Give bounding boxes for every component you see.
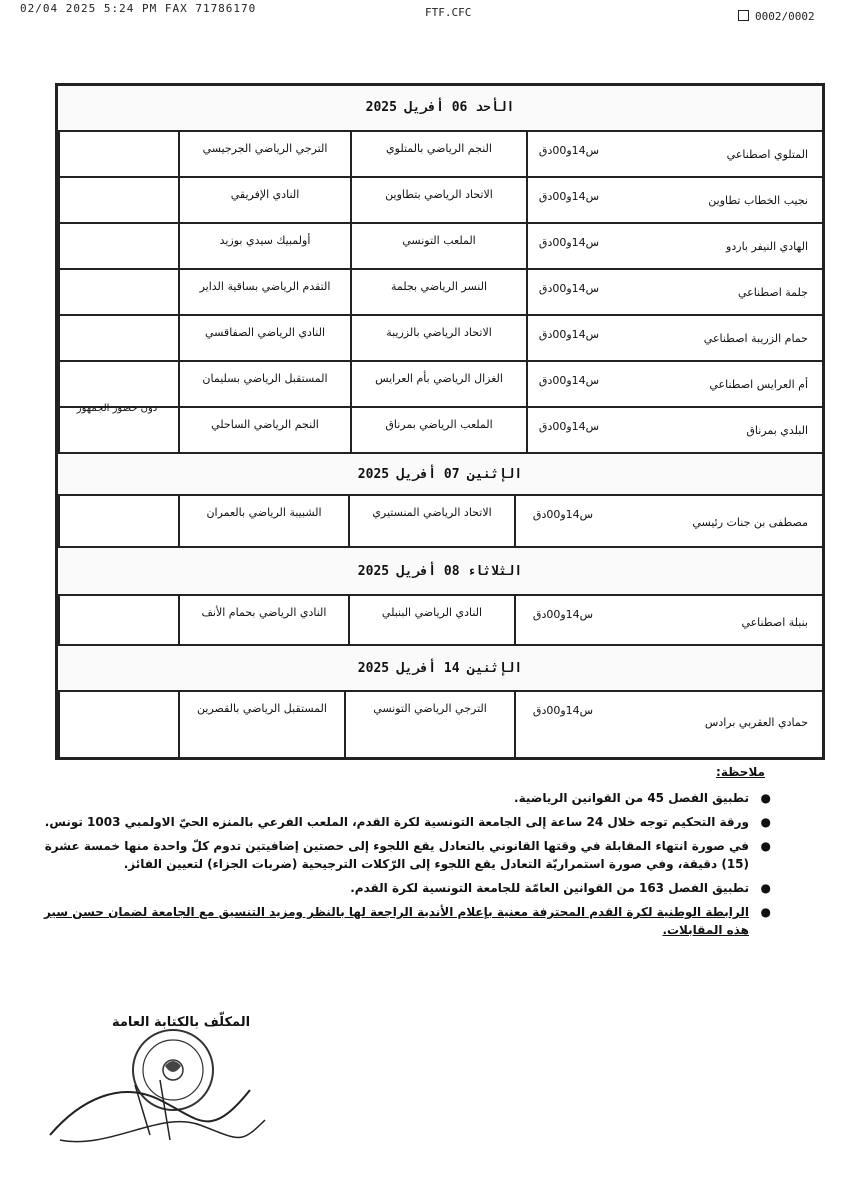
- home-team-cell: النادي الرياضي البنبلي: [348, 596, 514, 644]
- time-cell: س14و00دق: [526, 316, 610, 360]
- remark-cell: [58, 178, 178, 222]
- day-date: الإثنين 07 أفريل 2025: [357, 467, 523, 482]
- venue-cell: جلمة اصطناعي: [737, 286, 808, 299]
- remark-cell: [58, 496, 178, 546]
- venue-cell: المتلوي اصطناعي: [726, 148, 808, 161]
- fax-page-counter: [738, 10, 815, 23]
- venue-cell: البلدي بمرناق: [746, 424, 808, 437]
- note-item: [41, 879, 771, 897]
- bullet-icon: ●: [760, 905, 771, 919]
- home-team-cell: النجم الرياضي بالمتلوي: [350, 132, 526, 176]
- note-text: تطبيق الفصل 45 من القوانين الرياضية.: [514, 791, 749, 805]
- away-team-cell: النادي الرياضي الصفاقسي: [178, 316, 350, 360]
- note-text: ورقة التحكيم توجه خلال 24 ساعة إلى الجامعة التونسية لكرة القدم، الملعب الفرعي بالمنزه الحيّ الاولمبي 1003 تونس.: [44, 815, 749, 829]
- day-date: الثلاثاء 08 أفريل 2025: [357, 564, 523, 579]
- venue-cell: بنبلة اصطناعي: [741, 616, 808, 629]
- fax-timestamp: 02/04 2025 5:24 PM FAX 71786170: [20, 2, 257, 15]
- bullet-icon: ●: [760, 839, 771, 853]
- venue-cell: نجيب الخطاب تطاوين: [708, 194, 808, 207]
- home-team-cell: الملعب الرياضي بمرناق: [350, 408, 526, 452]
- day-header: [58, 452, 822, 494]
- away-team-cell: النادي الرياضي بحمام الأنف: [178, 596, 348, 644]
- fax-header: [0, 0, 849, 24]
- time-cell: س14و00دق: [514, 596, 610, 644]
- home-team-cell: النسر الرياضي بجلمة: [350, 270, 526, 314]
- signature-icon: [40, 1040, 280, 1160]
- match-row: [58, 403, 822, 452]
- match-row: [58, 690, 822, 757]
- day-date: الإثنين 14 أفريل 2025: [357, 661, 523, 676]
- match-row: [58, 268, 822, 314]
- page-counter-text: 0002/0002: [755, 10, 815, 23]
- match-row: [58, 494, 822, 546]
- note-text: الرابطة الوطنية لكرة القدم المحترفة معنية بإعلام الأندية الراجعة لها بالنظر ومزيد التنسيق مع الجامعة لضمان حسن سير هذه المقابلات.: [43, 905, 749, 937]
- match-row: [58, 594, 822, 644]
- home-team-cell: الغزال الرياضي بأم العرايس: [350, 362, 526, 406]
- time-cell: س14و00دق: [514, 496, 610, 546]
- notes-section: [41, 763, 801, 945]
- remark-cell: [58, 596, 178, 644]
- note-text: في صورة انتهاء المقابلة في وقتها القانوني بالتعادل يقع اللجوء إلى حصتين إضافيتين تدوم كلّ واحدة منها خمسة عشرة (15) دقيقة، وفي صورة استمراريّة التعادل يقع اللجوء إلى الرّكلات الترجيحية (ضربات الجزاء) لتعيين الفائز.: [44, 839, 749, 871]
- note-item: [41, 837, 771, 873]
- home-team-cell: الترجي الرياضي التونسي: [344, 692, 514, 757]
- away-team-cell: المستقبل الرياضي بسليمان: [178, 362, 350, 406]
- match-row: [58, 314, 822, 360]
- notes-list: [41, 789, 801, 939]
- match-row: [58, 130, 822, 176]
- match-row: [58, 176, 822, 222]
- remark-cell: [58, 270, 178, 314]
- time-cell: س14و00دق: [514, 692, 610, 757]
- match-row: [58, 222, 822, 268]
- day-header: [58, 86, 822, 130]
- venue-cell: حمام الزريبة اصطناعي: [703, 332, 808, 345]
- remark-cell: [58, 403, 178, 452]
- home-team-cell: الملعب التونسي: [350, 224, 526, 268]
- home-team-cell: الاتحاد الرياضي بتطاوين: [350, 178, 526, 222]
- away-team-cell: الترجي الرياضي الجرجيسي: [178, 132, 350, 176]
- home-team-cell: الاتحاد الرياضي بالزريبة: [350, 316, 526, 360]
- home-team-cell: الاتحاد الرياضي المنستيري: [348, 496, 514, 546]
- remark-cell: [58, 316, 178, 360]
- note-text: تطبيق الفصل 163 من القوانين العامّة للجامعة التونسية لكرة القدم.: [350, 881, 749, 895]
- venue-cell: حمادي العقربي برادس: [704, 716, 808, 729]
- match-row: [58, 360, 822, 406]
- away-team-cell: النجم الرياضي الساحلي: [178, 408, 350, 452]
- venue-cell: الهادي النيفر باردو: [726, 240, 808, 253]
- day-header: [58, 644, 822, 690]
- away-team-cell: المستقبل الرياضي بالقصرين: [178, 692, 344, 757]
- away-team-cell: التقدم الرياضي بساقية الداير: [178, 270, 350, 314]
- day-date: الأحد 06 أفريل 2025: [365, 100, 515, 115]
- fax-sender-id: FTF.CFC: [425, 6, 472, 19]
- bullet-icon: ●: [760, 815, 771, 829]
- time-cell: س14و00دق: [526, 408, 610, 452]
- time-cell: س14و00دق: [526, 178, 610, 222]
- bullet-icon: ●: [760, 791, 771, 805]
- away-team-cell: أولمبيك سيدي بوزيد: [178, 224, 350, 268]
- venue-cell: أم العرايس اصطناعي: [709, 378, 808, 391]
- time-cell: س14و00دق: [526, 362, 610, 406]
- time-cell: س14و00دق: [526, 224, 610, 268]
- checkbox-icon: [738, 10, 749, 21]
- time-cell: س14و00دق: [526, 270, 610, 314]
- notes-title: ملاحظة:: [716, 765, 765, 779]
- match-note: دون حضور الجمهور: [76, 403, 158, 414]
- note-item: [41, 903, 771, 939]
- remark-cell: [58, 224, 178, 268]
- signatory-title: المكلّف بالكتابة العامة: [112, 1015, 251, 1030]
- venue-cell: مصطفى بن جنات رئيسي: [692, 516, 808, 529]
- remark-cell: [58, 132, 178, 176]
- bullet-icon: ●: [760, 881, 771, 895]
- day-header: [58, 546, 822, 594]
- remark-cell: [58, 692, 178, 757]
- note-item: [41, 789, 771, 807]
- match-schedule-table: [55, 83, 825, 760]
- away-team-cell: الشبيبة الرياضي بالعمران: [178, 496, 348, 546]
- remark-cell: [58, 362, 178, 406]
- note-item: [41, 813, 771, 831]
- time-cell: س14و00دق: [526, 132, 610, 176]
- away-team-cell: النادي الإفريقي: [178, 178, 350, 222]
